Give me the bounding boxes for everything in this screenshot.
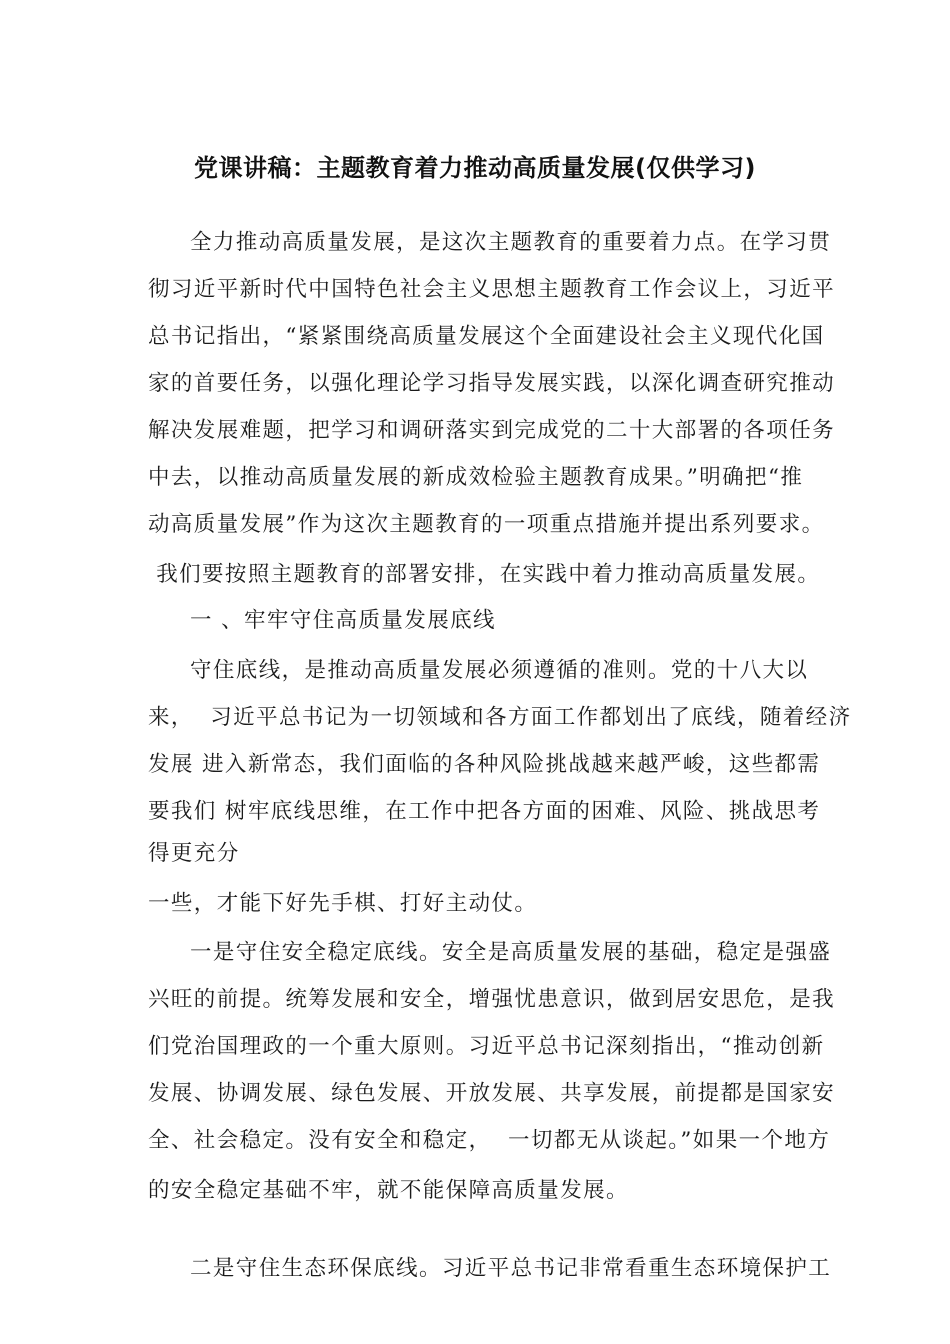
paragraph-line: 发展 进入新常态，我们面临的各种风险挑战越来越严峻，这些都需 xyxy=(148,752,821,777)
paragraph-line: 守住底线，是推动高质量发展必须遵循的准则。党的十八大以 xyxy=(190,658,809,683)
paragraph-line: 要我们 树牢底线思维，在工作中把各方面的困难、风险、挑战思考 xyxy=(148,799,821,824)
document-title: 党课讲稿：主题教育着力推动高质量发展(仅供学习) xyxy=(194,154,756,182)
paragraph-line: 得更充分 xyxy=(148,841,240,866)
section-heading: 一 、牢牢守住高质量发展底线 xyxy=(190,608,496,633)
paragraph-line: 解决发展难题，把学习和调研落实到完成党的二十大部署的各项任务 xyxy=(148,418,836,443)
paragraph-line: 发展、协调发展、绿色发展、开放发展、共享发展，前提都是国家安 xyxy=(148,1081,836,1106)
paragraph-line: 们党治国理政的一个重大原则。习近平总书记深刻指出，“推动创新 xyxy=(148,1034,825,1059)
paragraph-line: 的安全稳定基础不牢，就不能保障高质量发展。 xyxy=(148,1178,629,1203)
paragraph-line: 一些，才能下好先手棋、打好主动仗。 xyxy=(148,891,538,916)
paragraph-line: 一是守住安全稳定底线。安全是高质量发展的基础，稳定是强盛 xyxy=(190,940,832,965)
paragraph-line: 中去，以推动高质量发展的新成效检验主题教育成果。”明确把“推 xyxy=(148,465,804,490)
paragraph-line: 全力推动高质量发展，是这次主题教育的重要着力点。在学习贯 xyxy=(190,230,832,255)
paragraph-line: 二是守住生态环保底线。习近平总书记非常看重生态环境保护工 xyxy=(190,1256,832,1281)
paragraph-line: 家的首要任务，以强化理论学习指导发展实践，以深化调查研究推动 xyxy=(148,371,836,396)
paragraph-line: 总书记指出，“紧紧围绕高质量发展这个全面建设社会主义现代化国 xyxy=(148,324,825,349)
paragraph-line: 彻习近平新时代中国特色社会主义思想主题教育工作会议上，习近平 xyxy=(148,277,836,302)
paragraph-line: 来， 习近平总书记为一切领域和各方面工作都划出了底线，随着经济 xyxy=(148,705,852,730)
paragraph-line: 动高质量发展”作为这次主题教育的一项重点措施并提出系列要求。 xyxy=(148,512,825,537)
paragraph-line: 兴旺的前提。统筹发展和安全，增强忧患意识，做到居安思危，是我 xyxy=(148,987,836,1012)
paragraph-line: 我们要按照主题教育的部署安排，在实践中着力推动高质量发展。 xyxy=(148,562,821,587)
paragraph-line: 全、社会稳定。没有安全和稳定， 一切都无从谈起。”如果一个地方 xyxy=(148,1128,831,1153)
